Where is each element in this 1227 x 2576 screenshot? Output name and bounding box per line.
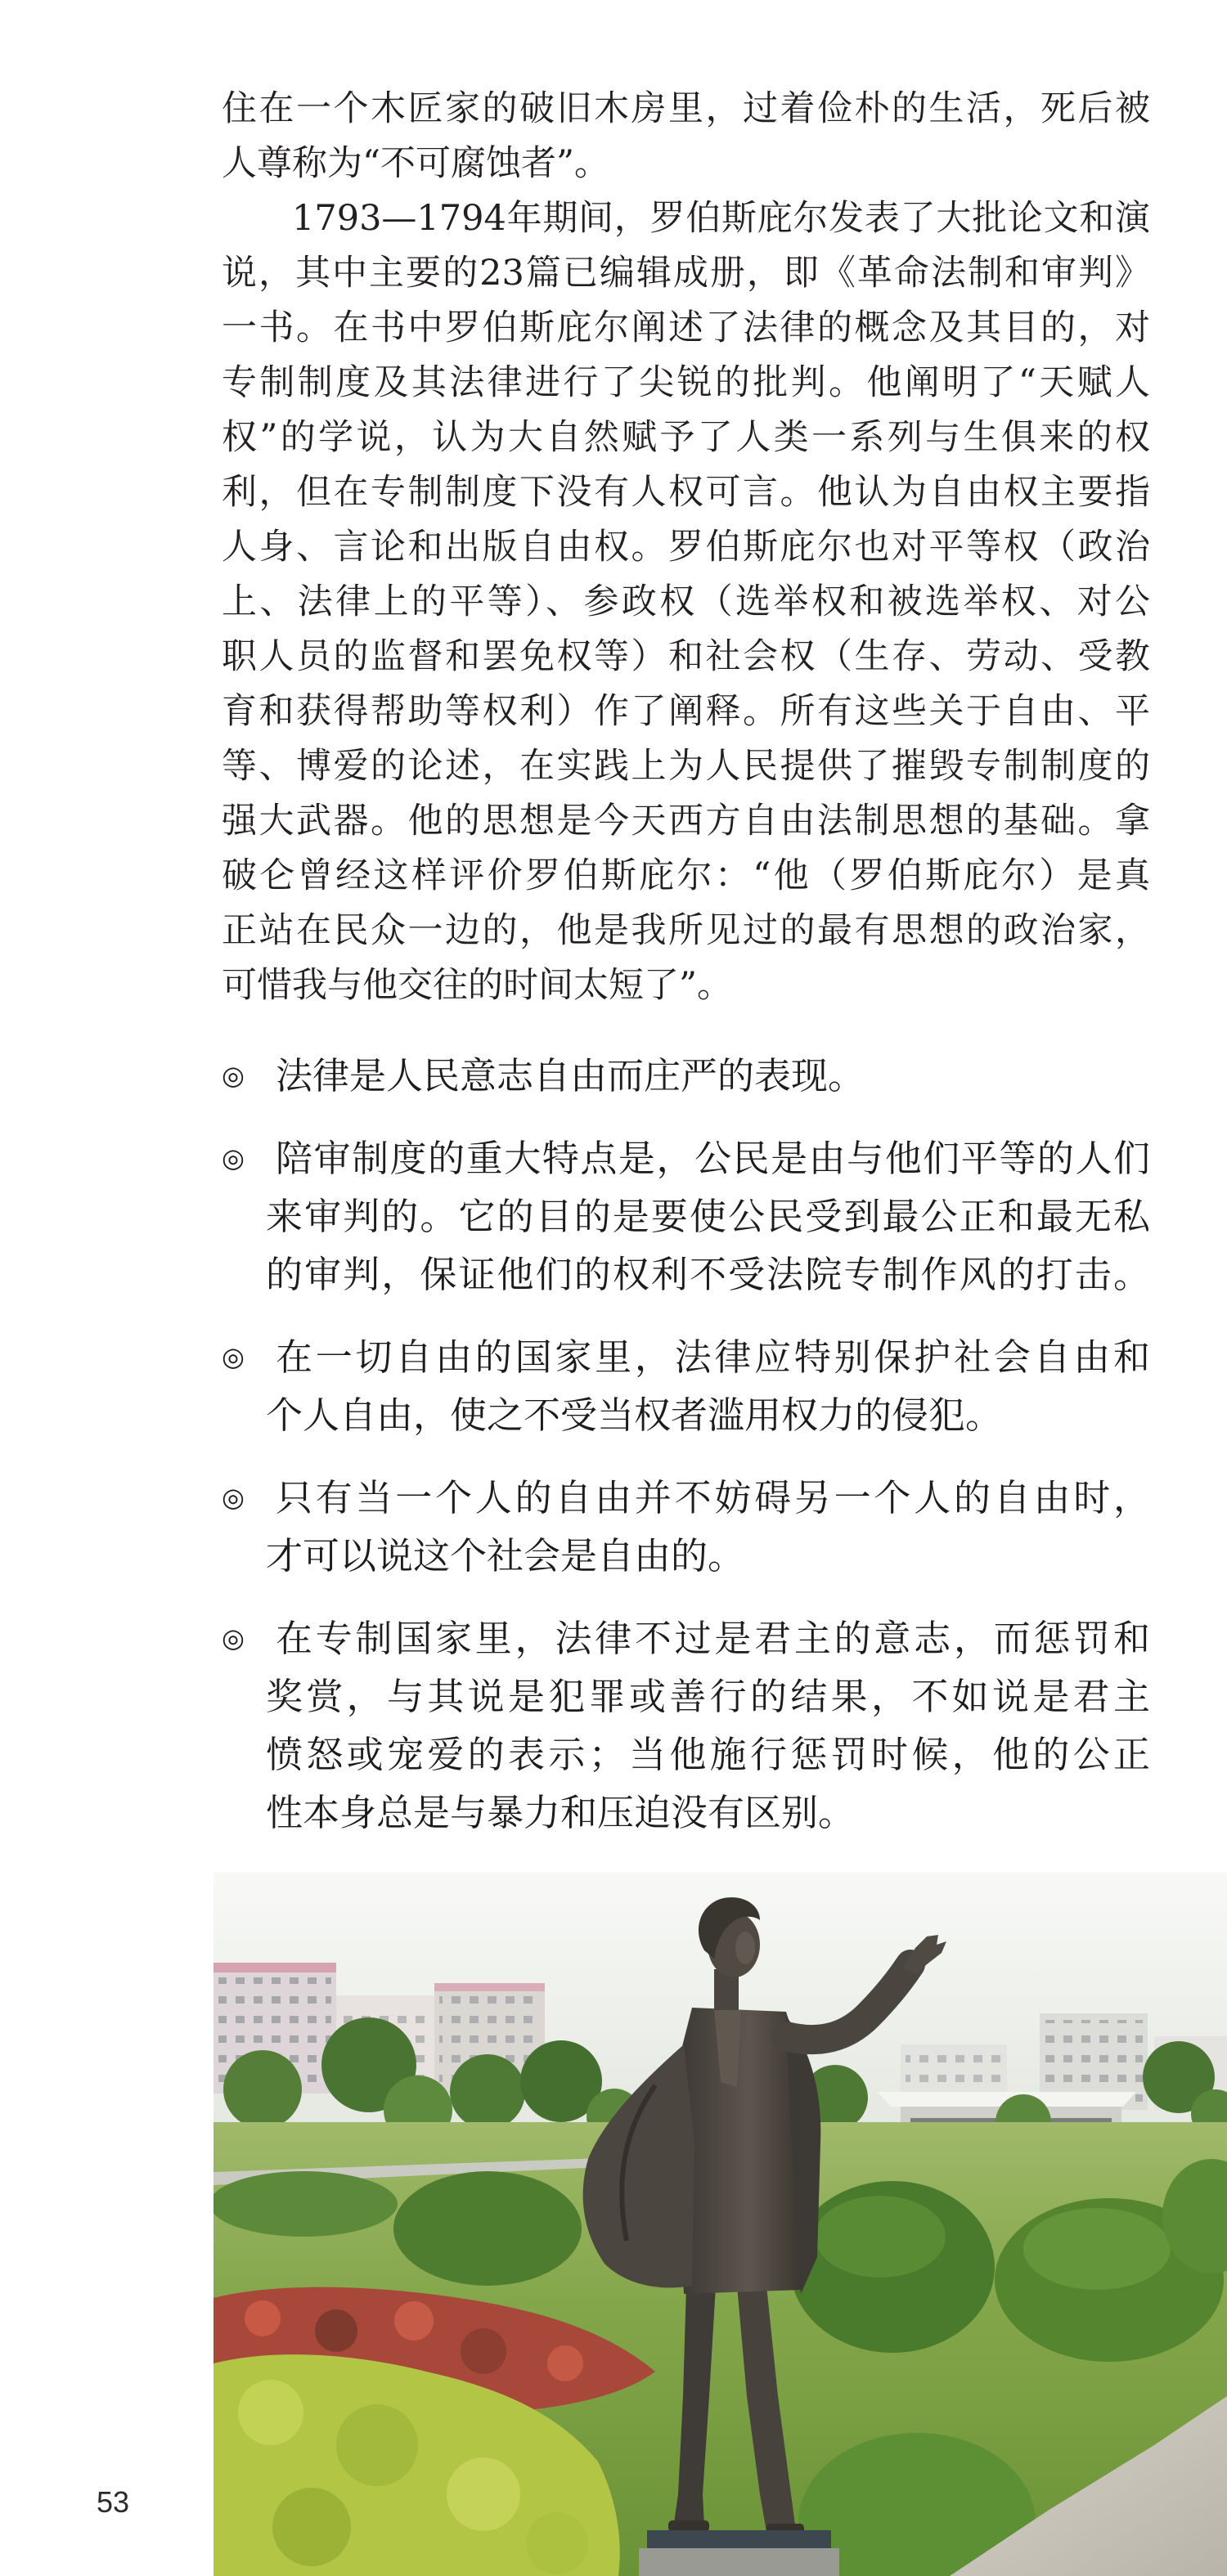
building-roof-band (434, 1983, 545, 1991)
quote-line: 个人自由，使之不受当权者滥用权力的侵犯。 (266, 1393, 1003, 1437)
flower-cluster (547, 2345, 583, 2381)
quote-bullet: ◎ (222, 1482, 245, 1513)
text-line: 人身、言论和出版自由权。罗伯斯庇尔也对平等权（政治 (222, 527, 1150, 568)
quote-line: 才可以说这个社会是自由的。 (266, 1534, 745, 1577)
quote-line: 只有当一个人的自由并不妨碍另一个人的自由时， (276, 1476, 1150, 1519)
building-roof-band (213, 1963, 336, 1972)
building-windows (1045, 2020, 1143, 2102)
text-line: 育和获得帮助等权利）作了阐释。所有这些关于自由、平 (222, 691, 1150, 732)
statue-pedestal-top (647, 2530, 831, 2548)
quote-line: 奖赏，与其说是犯罪或善行的结果，不如说是君主 (266, 1675, 1150, 1718)
quote-line: 性本身总是与暴力和压迫没有区别。 (266, 1791, 856, 1834)
quote-item (222, 1609, 1150, 1842)
photo-canvas (213, 1873, 1227, 2576)
text-line: 人尊称为“不可腐蚀者”。 (222, 143, 609, 184)
building-windows (906, 2049, 1002, 2098)
text-line: 破仑曾经这样评价罗伯斯庇尔：“他（罗伯斯庇尔）是真 (222, 855, 1150, 896)
flower-cluster (315, 2309, 357, 2352)
bush-texture (272, 2488, 351, 2566)
quote-line: 的审判，保证他们的权利不受法院专制作风的打击。 (266, 1253, 1150, 1296)
text-line: 专制制度及其法律进行了尖锐的批判。他阐明了“天赋人 (222, 362, 1150, 403)
quote-bullet: ◎ (222, 1341, 245, 1372)
text-line: 上、法律上的平等）、参政权（选举权和被选举权、对公 (222, 581, 1150, 622)
text-line: 职人员的监督和罢免权等）和社会权（生存、劳动、受教 (222, 636, 1150, 677)
text-line: 利，但在专制制度下没有人权可言。他认为自由权主要指 (222, 472, 1150, 513)
text-line: 等、博爱的论述，在实践上为人民提供了摧毁专制制度的 (222, 746, 1150, 787)
statue-photo (213, 1873, 1227, 2576)
paragraph (222, 82, 1150, 191)
bush-highlight (1023, 2208, 1171, 2290)
tree (450, 2054, 525, 2129)
statue-left-foot (668, 2520, 709, 2532)
quote-line: 陪审制度的重大特点是，公民是由与他们平等的人们 (276, 1137, 1150, 1180)
page-number: 53 (97, 2485, 130, 2519)
paragraph (222, 191, 1150, 1013)
statue-pedestal-base (639, 2548, 839, 2576)
tree (223, 2050, 302, 2129)
text-line: 说，其中主要的23篇已编辑成册，即《革命法制和审判》 (222, 253, 1150, 294)
text-line: 权”的学说，认为大自然赋予了人类一系列与生俱来的权 (222, 417, 1150, 458)
statue-face-highlight (735, 1932, 755, 1964)
text-line: 正站在民众一边的，他是我所见过的最有思想的政治家， (222, 910, 1150, 951)
text-line: 住在一个木匠家的破旧木房里，过着俭朴的生活，死后被 (222, 88, 1150, 129)
bush-texture (447, 2457, 520, 2531)
flower-cluster (245, 2300, 281, 2336)
flower-cluster (394, 2301, 434, 2340)
quotes-list (222, 1047, 1150, 1866)
bush-texture (336, 2404, 418, 2486)
quote-line: 法律是人民意志自由而庄严的表现。 (276, 1054, 865, 1097)
text-line: 一书。在书中罗伯斯庇尔阐述了法律的概念及其目的，对 (222, 307, 1150, 348)
quote-bullet: ◎ (222, 1142, 245, 1174)
quote-bullet: ◎ (222, 1060, 245, 1091)
quote-line: 在一切自由的国家里，法律应特别保护社会自由和 (276, 1335, 1150, 1379)
bush-texture (526, 2512, 588, 2574)
bush (393, 2171, 582, 2286)
quote-line: 愤怒或宠爱的表示；当他施行惩罚时候，他的公正 (266, 1733, 1150, 1776)
text-line: 可惜我与他交往的时间太短了”。 (222, 965, 732, 1006)
quote-item (222, 1129, 1150, 1304)
bush-highlight (815, 2196, 946, 2278)
bush-texture (238, 2380, 303, 2445)
text-line: 强大武器。他的思想是今天西方自由法制思想的基础。拿 (222, 801, 1150, 841)
bush (213, 2171, 398, 2237)
quote-item (222, 1469, 1150, 1585)
quote-item (222, 1328, 1150, 1444)
quote-line: 在专制国家里，法律不过是君主的意志，而惩罚和 (276, 1617, 1150, 1660)
quote-bullet: ◎ (222, 1622, 245, 1654)
body-text (222, 82, 1150, 1013)
quote-item (222, 1047, 1150, 1105)
text-line: 1793—1794年期间，罗伯斯庇尔发表了大批论文和演 (292, 198, 1150, 239)
quote-line: 来审判的。它的目的是要使公民受到最公正和最无私 (266, 1195, 1150, 1238)
flower-cluster (461, 2328, 506, 2374)
